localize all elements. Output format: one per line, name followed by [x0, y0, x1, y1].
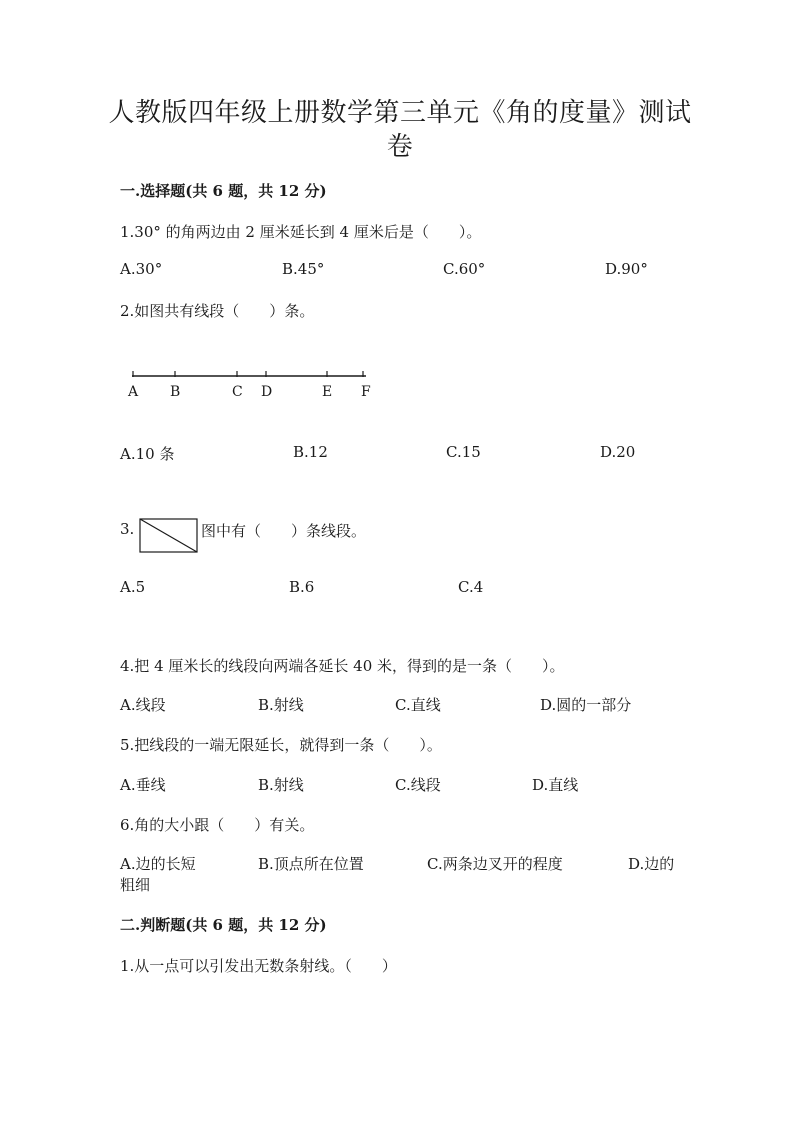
figure-diagonal	[140, 519, 197, 552]
q3-option-b[interactable]: B.6	[289, 578, 315, 596]
page-title: 人教版四年级上册数学第三单元《角的度量》测试	[108, 98, 692, 128]
q1-option-c[interactable]: C.60°	[443, 260, 486, 278]
rectangle-with-diagonal-figure	[139, 518, 199, 554]
q1-option-d[interactable]: D.90°	[605, 260, 648, 278]
q4-option-c[interactable]: C.直线	[395, 696, 441, 714]
point-label-d: D	[261, 384, 273, 400]
page-title-continued: 卷	[386, 132, 414, 162]
q5-option-b[interactable]: B.射线	[258, 776, 304, 794]
point-label-e: E	[322, 384, 333, 400]
section-heading-choice: 一.选择题(共 6 题，共 12 分)	[120, 182, 327, 200]
question-3-number: 3.	[120, 520, 135, 538]
question-6: 6.角的大小跟（ ）有关。	[120, 816, 315, 834]
q6-option-c[interactable]: C.两条边叉开的程度	[427, 855, 563, 873]
q2-option-c[interactable]: C.15	[446, 443, 481, 461]
q5-option-c[interactable]: C.线段	[395, 776, 441, 794]
q6-option-d-wrap: 粗细	[120, 876, 151, 894]
q3-option-c[interactable]: C.4	[458, 578, 484, 596]
question-2: 2.如图共有线段（ ）条。	[120, 302, 315, 320]
question-1: 1.30° 的角两边由 2 厘米延长到 4 厘米后是（ ）。	[120, 223, 482, 241]
q1-option-b[interactable]: B.45°	[282, 260, 325, 278]
question-5: 5.把线段的一端无限延长，就得到一条（ ）。	[120, 736, 442, 754]
line-segment-figure	[118, 362, 378, 402]
q2-option-d[interactable]: D.20	[600, 443, 636, 461]
judge-question-1: 1.从一点可以引发出无数条射线。（ ）	[120, 957, 397, 975]
q4-option-a[interactable]: A.线段	[120, 696, 166, 714]
q5-option-d[interactable]: D.直线	[532, 776, 579, 794]
point-label-b: B	[170, 384, 181, 400]
point-label-c: C	[232, 384, 243, 400]
point-label-f: F	[361, 384, 371, 400]
q6-option-d[interactable]: D.边的	[628, 855, 675, 873]
q4-option-d[interactable]: D.圆的一部分	[540, 696, 632, 714]
question-4: 4.把 4 厘米长的线段向两端各延长 40 米，得到的是一条（ ）。	[120, 657, 565, 675]
q1-option-a[interactable]: A.30°	[120, 260, 163, 278]
section-heading-judge: 二.判断题(共 6 题，共 12 分)	[120, 916, 327, 934]
q5-option-a[interactable]: A.垂线	[120, 776, 166, 794]
q6-option-a[interactable]: A.边的长短	[120, 855, 196, 873]
point-label-a: A	[128, 384, 139, 400]
q2-option-a[interactable]: A.10 条	[120, 445, 175, 463]
q4-option-b[interactable]: B.射线	[258, 696, 304, 714]
question-3: 图中有（ ）条线段。	[201, 522, 367, 540]
q2-option-b[interactable]: B.12	[293, 443, 328, 461]
q3-option-a[interactable]: A.5	[120, 578, 146, 596]
q6-option-b[interactable]: B.顶点所在位置	[258, 855, 364, 873]
